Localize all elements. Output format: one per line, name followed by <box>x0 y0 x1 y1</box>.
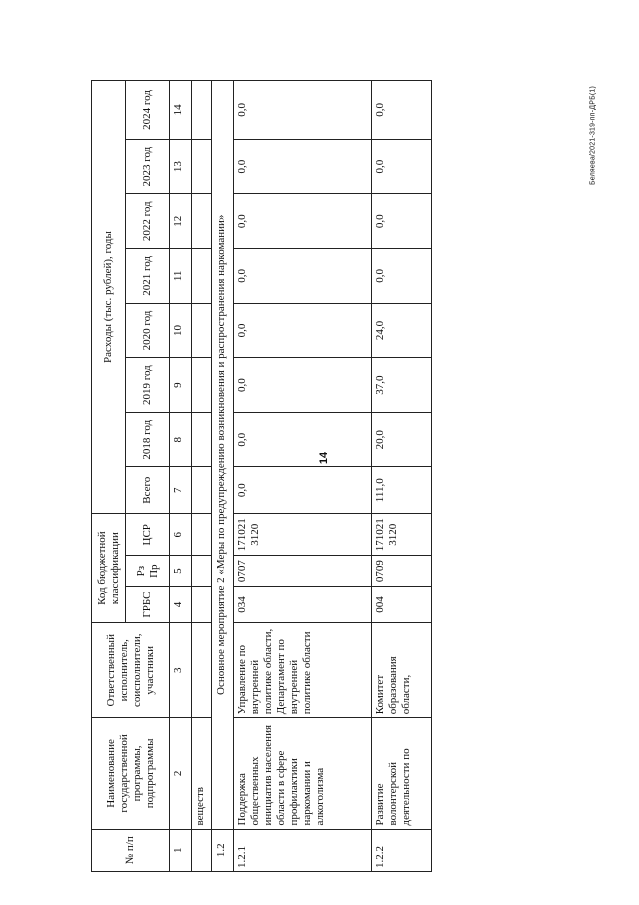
header-expenses: Расходы (тыс. рублей), годы <box>92 81 126 514</box>
row-year-2019: 0,0 <box>234 358 372 413</box>
header-year-2022: 2022 год <box>126 194 170 249</box>
header-year-2023: 2023 год <box>126 139 170 194</box>
page-number: 14 <box>318 451 330 465</box>
expenses-table-container <box>91 80 511 872</box>
row-csr: 171021 3120 <box>372 514 432 556</box>
index-cell: 1 <box>170 829 192 871</box>
header-total: Всего <box>126 467 170 514</box>
row-total: 111,0 <box>372 467 432 514</box>
index-cell: 7 <box>170 467 192 514</box>
row-year-2024: 0,0 <box>372 81 432 140</box>
expenses-table <box>91 80 432 872</box>
header-budget-code: Код бюджетной классификации <box>92 514 126 623</box>
index-cell: 8 <box>170 412 192 467</box>
row-year-2020: 24,0 <box>372 303 432 358</box>
row-csr: 171021 3120 <box>234 514 372 556</box>
header-csr: ЦСР <box>126 514 170 556</box>
index-cell: 5 <box>170 556 192 586</box>
row-year-2021: 0,0 <box>234 249 372 304</box>
row-year-2023: 0,0 <box>372 139 432 194</box>
continued-name: веществ <box>192 718 212 829</box>
row-name: Поддержка общественных инициатив населения области в сфере профилактики наркомании и алкоголизма <box>234 718 372 829</box>
row-name: Развитие волонтерской деятельности по <box>372 718 432 829</box>
header-executor: Ответственный исполнитель, соисполнители, участники <box>92 623 170 718</box>
header-year-2019: 2019 год <box>126 358 170 413</box>
index-cell: 10 <box>170 303 192 358</box>
row-year-2019: 37,0 <box>372 358 432 413</box>
row-year-2021: 0,0 <box>372 249 432 304</box>
continued-row <box>192 81 212 872</box>
row-number: 1.2.2 <box>372 829 432 871</box>
row-year-2020: 0,0 <box>234 303 372 358</box>
section-title: Основное мероприятие 2 «Меры по предупреждению возникновения и распространения наркомании» <box>212 81 234 830</box>
index-cell: 12 <box>170 194 192 249</box>
column-index-row <box>170 81 192 872</box>
row-grbs: 034 <box>234 586 372 622</box>
header-program-name: Наименование государственной программы, подпрограммы <box>92 718 170 829</box>
row-year-2023: 0,0 <box>234 139 372 194</box>
index-cell: 13 <box>170 139 192 194</box>
row-number: 1.2.1 <box>234 829 372 871</box>
row-year-2024: 0,0 <box>234 81 372 140</box>
row-year-2022: 0,0 <box>372 194 432 249</box>
header-year-2024: 2024 год <box>126 81 170 140</box>
row-executor: Управление по внутренней политике области, Департамент по внутренней политике области <box>234 623 372 718</box>
header-grbs: ГРБС <box>126 586 170 622</box>
row-rzpr: 0709 <box>372 556 432 586</box>
index-cell: 9 <box>170 358 192 413</box>
section-number: 1.2 <box>212 829 234 871</box>
header-year-2021: 2021 год <box>126 249 170 304</box>
index-cell: 14 <box>170 81 192 140</box>
row-executor: Комитет образования области, <box>372 623 432 718</box>
header-rzpr: Рз Пр <box>126 556 170 586</box>
section-row <box>212 81 234 872</box>
header-no: № п/п <box>92 829 170 871</box>
table-row <box>234 81 372 872</box>
table-row <box>372 81 432 872</box>
row-year-2018: 0,0 <box>234 412 372 467</box>
index-cell: 3 <box>170 623 192 718</box>
header-year-2018: 2018 год <box>126 412 170 467</box>
index-cell: 4 <box>170 586 192 622</box>
row-total: 0,0 <box>234 467 372 514</box>
row-year-2018: 20,0 <box>372 412 432 467</box>
index-cell: 6 <box>170 514 192 556</box>
document-id: Беляева/2021-319-пп-ДРБ(1) <box>589 85 597 186</box>
index-cell: 2 <box>170 718 192 829</box>
header-year-2020: 2020 год <box>126 303 170 358</box>
row-rzpr: 0707 <box>234 556 372 586</box>
index-cell: 11 <box>170 249 192 304</box>
row-grbs: 004 <box>372 586 432 622</box>
row-year-2022: 0,0 <box>234 194 372 249</box>
